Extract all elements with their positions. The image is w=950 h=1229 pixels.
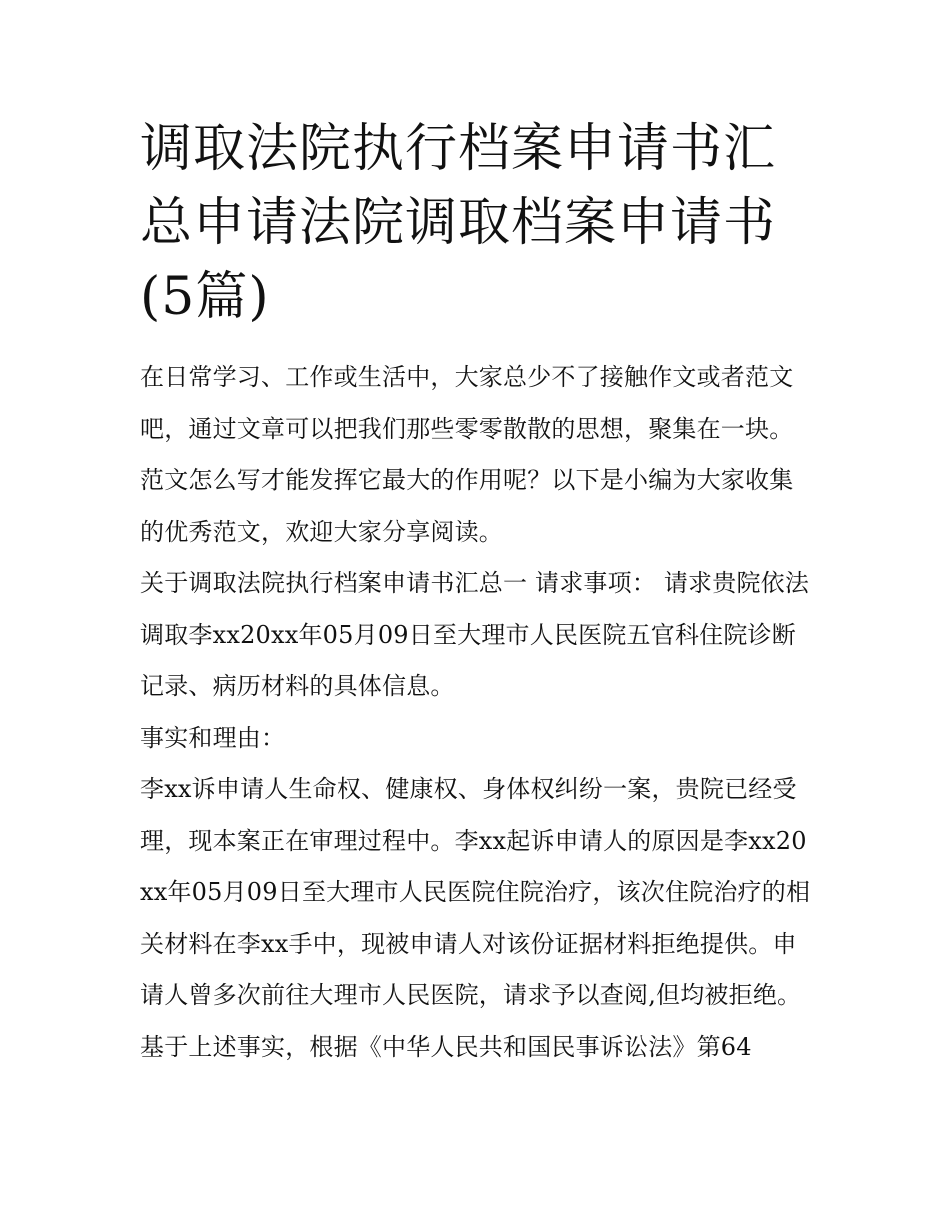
document-title: 调取法院执行档案申请书汇总申请法院调取档案申请书(5篇): [140, 119, 777, 327]
document-body: [140, 352, 815, 1073]
paragraph-request: 关于调取法院执行档案申请书汇总一 请求事项： 请求贵院依法调取李xx20xx年05月09日至大理市人民医院五官科住院诊断记录、病历材料的具体信息。: [140, 569, 810, 700]
paragraph-intro: 在日常学习、工作或生活中，大家总少不了接触作文或者范文吧，通过文章可以把我们那些零零散散的思想，聚集在一块。范文怎么写才能发挥它最大的作用呢？以下是小编为大家收集的优秀范文，欢迎大家分享阅读。: [140, 363, 794, 546]
paragraph-legal-basis: 基于上述事实，根据《中华人民共和国民事诉讼法》第64: [140, 1032, 752, 1061]
paragraph-facts: 李xx诉申请人生命权、健康权、身体权纠纷一案，贵院已经受理，现本案正在审理过程中。李xx起诉申请人的原因是李xx20xx年05月09日至大理市人民医院住院治疗，该次住院治疗的相关材料在李xx手中，现被申请人对该份证据材料拒绝提供。申请人曾多次前往大理市人民医院，请求予以查阅,但均被拒绝。: [140, 775, 811, 1009]
paragraph-facts-heading: 事实和理由：: [140, 723, 286, 752]
